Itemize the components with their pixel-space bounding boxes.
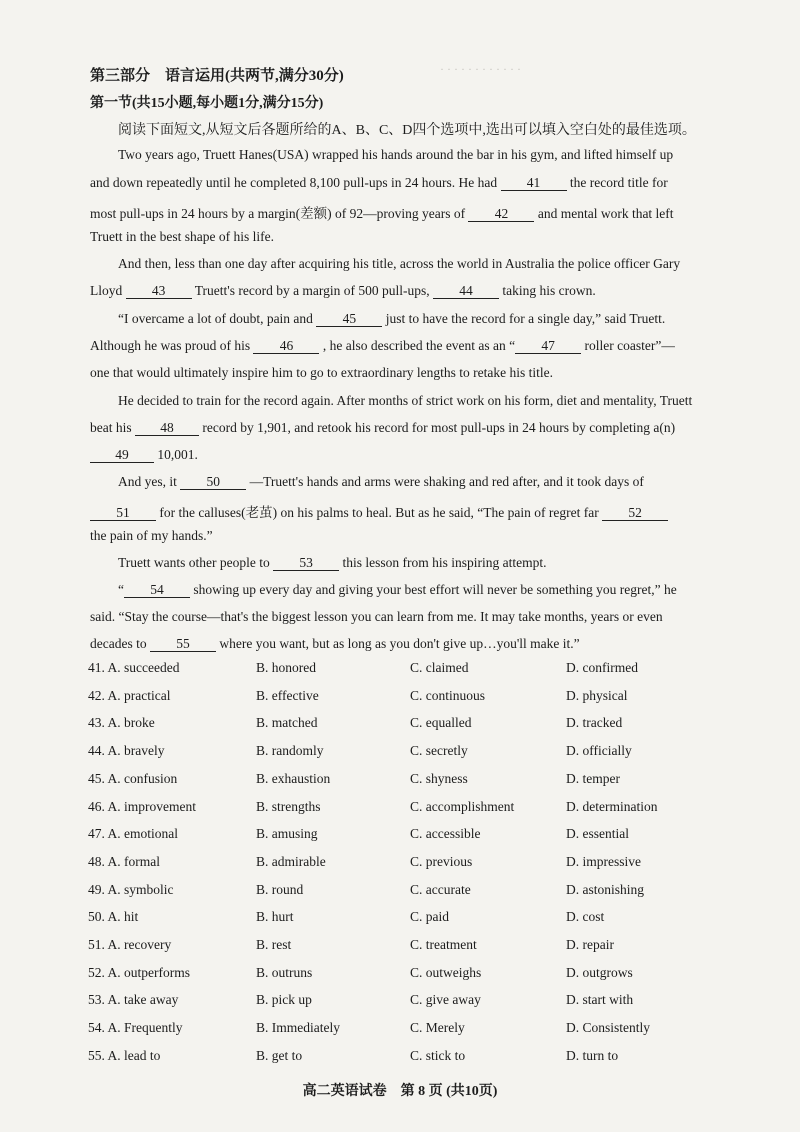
blank-46: 46 bbox=[253, 339, 319, 354]
option-b: B. pick up bbox=[256, 992, 312, 1008]
question-number: 44. A. bbox=[88, 743, 121, 759]
option-row bbox=[88, 992, 748, 1012]
part-title: 第三部分 语言运用(共两节,满分30分) bbox=[90, 68, 344, 84]
blank-54: 54 bbox=[124, 583, 190, 598]
option-b: B. amusing bbox=[256, 826, 318, 842]
option-c: C. accomplishment bbox=[410, 798, 515, 814]
blank-42: 42 bbox=[468, 207, 534, 222]
blank-55: 55 bbox=[150, 637, 216, 652]
question-number: 54. A. bbox=[88, 1020, 121, 1036]
option-a: formal bbox=[124, 853, 161, 869]
option-c: C. equalled bbox=[410, 715, 472, 731]
option-a: broke bbox=[124, 715, 155, 731]
option-a: confusion bbox=[124, 770, 178, 786]
option-row bbox=[88, 688, 748, 708]
blank-48: 48 bbox=[135, 421, 199, 436]
option-b: B. matched bbox=[256, 715, 318, 731]
option-d: D. tracked bbox=[566, 715, 623, 731]
option-a: lead to bbox=[124, 1047, 161, 1063]
blank-51: 51 bbox=[90, 506, 156, 521]
option-row bbox=[88, 909, 748, 929]
option-row bbox=[88, 826, 748, 846]
question-number: 52. A. bbox=[88, 964, 121, 980]
passage-line: He decided to train for the record again. After months of strict work on his form, diet and mentality, Truett bbox=[118, 393, 693, 408]
option-d: D. cost bbox=[566, 909, 605, 925]
option-a: outperforms bbox=[124, 964, 190, 980]
option-b: B. randomly bbox=[256, 743, 324, 759]
option-a: hit bbox=[124, 909, 139, 925]
option-b: B. rest bbox=[256, 937, 292, 952]
option-row bbox=[88, 660, 748, 680]
option-b: B. round bbox=[256, 881, 304, 897]
option-row bbox=[88, 937, 748, 957]
option-d: D. confirmed bbox=[566, 660, 638, 675]
option-d: D. essential bbox=[566, 826, 629, 842]
blank-53: 53 bbox=[273, 556, 339, 571]
option-d: D. start with bbox=[566, 992, 634, 1008]
passage-line: Although he was proud of his 46 , he also described the event as an “ 47 roller coaster”— bbox=[90, 338, 675, 353]
question-number: 47. A. bbox=[88, 826, 121, 842]
option-a: succeeded bbox=[124, 660, 180, 675]
passage-line: And yes, it 50 —Truett's hands and arms were shaking and red after, and it took days of bbox=[118, 474, 644, 489]
option-a: practical bbox=[124, 687, 171, 703]
blank-45: 45 bbox=[316, 312, 382, 327]
passage-line: Two years ago, Truett Hanes(USA) wrapped his hands around the bar in his gym, and lifted himself up bbox=[118, 147, 674, 162]
option-row bbox=[88, 1048, 748, 1068]
passage-line: 51 for the calluses(老茧) on his palms to heal. But as he said, “The pain of regret far 52 bbox=[90, 501, 730, 521]
option-d: D. turn to bbox=[566, 1047, 619, 1063]
blank-52: 52 bbox=[602, 506, 668, 521]
option-b: B. honored bbox=[256, 660, 316, 675]
option-c: C. claimed bbox=[410, 660, 469, 675]
question-number: 46. A. bbox=[88, 798, 121, 814]
question-number: 55. A. bbox=[88, 1047, 121, 1063]
option-row bbox=[88, 715, 748, 735]
passage-line: beat his 48 record by 1,901, and retook his record for most pull-ups in 24 hours by completing a(n) bbox=[90, 420, 676, 435]
option-d: D. temper bbox=[566, 770, 620, 786]
option-b: B. get to bbox=[256, 1047, 303, 1063]
option-d: D. determination bbox=[566, 798, 658, 814]
option-row bbox=[88, 965, 748, 985]
option-d: D. repair bbox=[566, 937, 614, 952]
section-title: 第一节(共15小题,每小题1分,满分15分) bbox=[90, 96, 324, 111]
question-number: 49. A. bbox=[88, 881, 121, 897]
option-c: C. outweighs bbox=[410, 964, 482, 980]
passage-line: most pull-ups in 24 hours by a margin(差额) of 92—proving years of 42 and mental work that left bbox=[90, 206, 674, 221]
option-c: C. Merely bbox=[410, 1020, 465, 1036]
blank-44: 44 bbox=[433, 284, 499, 299]
option-b: B. strengths bbox=[256, 798, 321, 814]
option-c: C. give away bbox=[410, 992, 481, 1008]
blank-41: 41 bbox=[501, 176, 567, 191]
option-b: B. exhaustion bbox=[256, 770, 331, 786]
option-b: B. Immediately bbox=[256, 1020, 340, 1036]
option-row bbox=[88, 799, 748, 819]
passage-line: Lloyd 43 Truett's record by a margin of 500 pull-ups, 44 taking his crown. bbox=[90, 283, 596, 298]
option-d: D. outgrows bbox=[566, 964, 633, 980]
option-d: D. physical bbox=[566, 687, 628, 703]
passage-line: “I overcame a lot of doubt, pain and 45 just to have the record for a single day,” said Truett. bbox=[118, 311, 666, 326]
blank-49: 49 bbox=[90, 448, 154, 463]
passage-line: And then, less than one day after acquiring his title, across the world in Australia the police officer Gary bbox=[118, 256, 681, 271]
passage-line: one that would ultimately inspire him to go to extraordinary lengths to retake his title. bbox=[90, 365, 554, 380]
option-a: emotional bbox=[124, 826, 179, 842]
option-a: symbolic bbox=[124, 881, 174, 897]
option-row bbox=[88, 854, 748, 874]
option-c: C. treatment bbox=[410, 937, 477, 952]
option-b: B. outruns bbox=[256, 964, 313, 980]
page-footer: 高二英语试卷 第 8 页 (共10页) bbox=[302, 1084, 498, 1099]
question-number: 45. A. bbox=[88, 770, 121, 786]
passage-line: decades to 55 where you want, but as long as you don't give up…you'll make it.” bbox=[90, 636, 580, 651]
option-a: bravely bbox=[124, 743, 165, 759]
option-row bbox=[88, 771, 748, 791]
option-c: C. shyness bbox=[410, 770, 468, 786]
passage-line: “ 54 showing up every day and giving your best effort will never be something you regret,” he bbox=[118, 582, 677, 597]
blank-50: 50 bbox=[180, 475, 246, 490]
option-c: C. paid bbox=[410, 909, 449, 925]
option-row bbox=[88, 743, 748, 763]
question-number: 43. A. bbox=[88, 715, 121, 731]
instruction: 阅读下面短文,从短文后各题所给的A、B、C、D四个选项中,选出可以填入空白处的最佳选项。 bbox=[118, 123, 696, 138]
passage-line: said. “Stay the course—that's the biggest lesson you can learn from me. It may take months, years or even bbox=[90, 609, 663, 624]
option-b: B. admirable bbox=[256, 853, 326, 869]
blank-47: 47 bbox=[515, 339, 581, 354]
question-number: 42. A. bbox=[88, 687, 121, 703]
passage-line: and down repeatedly until he completed 8,100 pull-ups in 24 hours. He had 41 the record title for bbox=[90, 175, 668, 190]
option-a: recovery bbox=[124, 937, 172, 952]
option-d: D. astonishing bbox=[566, 881, 645, 897]
option-row bbox=[88, 1020, 748, 1040]
option-c: C. secretly bbox=[410, 743, 468, 759]
option-c: C. stick to bbox=[410, 1047, 466, 1063]
passage-line: the pain of my hands.” bbox=[90, 528, 213, 543]
question-number: 51. A. bbox=[88, 937, 121, 952]
option-a: improvement bbox=[124, 798, 196, 814]
blank-43: 43 bbox=[126, 284, 192, 299]
option-c: C. accurate bbox=[410, 881, 471, 897]
question-number: 53. A. bbox=[88, 992, 121, 1008]
question-number: 48. A. bbox=[88, 853, 121, 869]
bleed-through-text: · · · · · · · · · · · · bbox=[440, 62, 521, 76]
option-a: Frequently bbox=[124, 1020, 183, 1036]
option-d: D. officially bbox=[566, 743, 632, 759]
passage-line: Truett wants other people to 53 this lesson from his inspiring attempt. bbox=[118, 555, 547, 570]
question-number: 50. A. bbox=[88, 909, 121, 925]
option-c: C. accessible bbox=[410, 826, 481, 842]
option-d: D. Consistently bbox=[566, 1020, 651, 1036]
option-c: C. previous bbox=[410, 853, 473, 869]
option-b: B. effective bbox=[256, 687, 319, 703]
option-a: take away bbox=[124, 992, 179, 1008]
passage-line: Truett in the best shape of his life. bbox=[90, 229, 274, 244]
option-c: C. continuous bbox=[410, 687, 486, 703]
option-d: D. impressive bbox=[566, 853, 641, 869]
option-b: B. hurt bbox=[256, 909, 294, 925]
question-number: 41. A. bbox=[88, 660, 121, 675]
passage-line: 49 10,001. bbox=[90, 447, 730, 463]
option-row bbox=[88, 882, 748, 902]
